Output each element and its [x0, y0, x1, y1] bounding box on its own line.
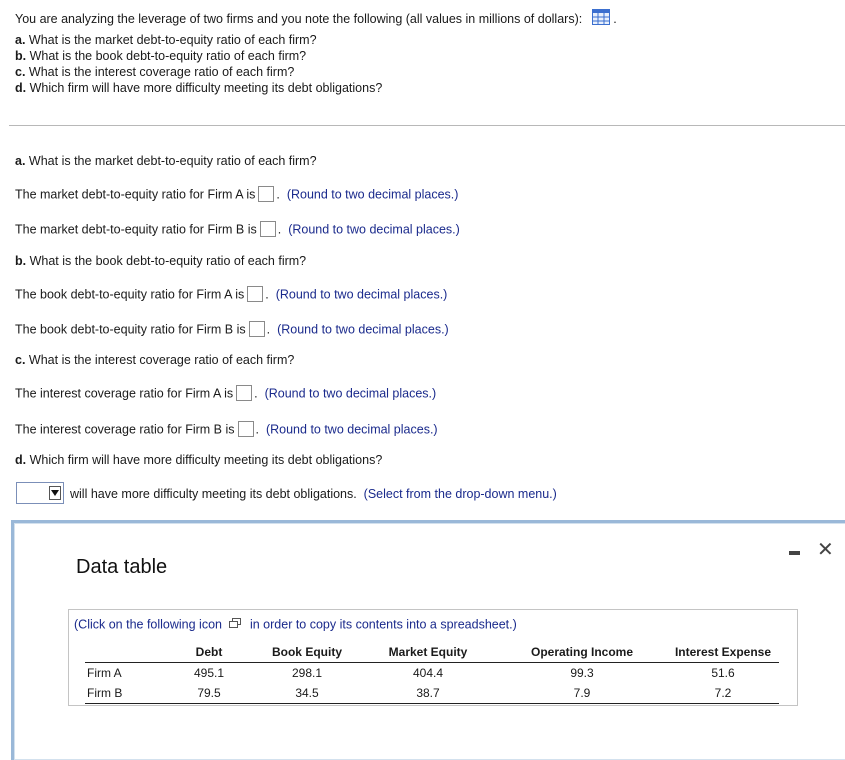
header-interest-expense: Interest Expense: [667, 642, 779, 663]
intro-end: .: [613, 11, 617, 26]
part-b-firm-b-row: The book debt-to-equity ratio for Firm B is . (Round to two decimal places.): [15, 322, 449, 337]
panel-title: Data table: [76, 556, 168, 578]
firm-select-dropdown[interactable]: [16, 482, 64, 504]
header-operating-income: Operating Income: [497, 642, 667, 663]
part-c-heading: c. What is the interest coverage ratio of each firm?: [15, 353, 295, 367]
part-d-heading: d. Which firm will have more difficulty meeting its debt obligations?: [15, 453, 383, 467]
data-table-panel: [11, 520, 845, 760]
book-de-firm-a-input[interactable]: [247, 286, 263, 302]
cell-debt: 495.1: [193, 666, 225, 680]
part-a-firm-a-row: The market debt-to-equity ratio for Firm A is . (Round to two decimal places.): [15, 187, 459, 202]
header-market-equity: Market Equity: [359, 642, 497, 663]
part-b-firm-a-row: The book debt-to-equity ratio for Firm A is . (Round to two decimal places.): [15, 287, 448, 302]
part-b-heading: b. What is the book debt-to-equity ratio of each firm?: [15, 254, 307, 268]
intro-text: You are analyzing the leverage of two firms and you note the following (all values in millions of dollars):: [15, 11, 583, 26]
divider: [9, 125, 845, 126]
cell-market-equity: 404.4: [412, 666, 444, 680]
data-table-box: [68, 609, 798, 706]
cell-operating-income: 7.9: [497, 683, 667, 704]
market-de-firm-b-input[interactable]: [260, 221, 276, 237]
cell-book-equity: 298.1: [291, 666, 323, 680]
question-a: a. What is the market debt-to-equity ratio of each firm?: [15, 33, 317, 47]
cell-debt: 79.5: [163, 683, 255, 704]
cell-market-equity: 38.7: [359, 683, 497, 704]
interest-coverage-firm-b-input[interactable]: [238, 421, 254, 437]
copy-instruction: (Click on the following icon in order to copy its contents into a spreadsheet.): [74, 617, 517, 632]
close-icon[interactable]: ✕: [817, 539, 834, 561]
market-de-firm-a-input[interactable]: [258, 186, 274, 202]
book-de-firm-b-input[interactable]: [249, 321, 265, 337]
question-d: d. Which firm will have more difficulty meeting its debt obligations?: [15, 81, 383, 95]
question-c: c. What is the interest coverage ratio of each firm?: [15, 65, 295, 79]
header-book-equity: Book Equity: [255, 642, 359, 663]
minimize-icon[interactable]: [789, 551, 800, 555]
dropdown-arrow-icon[interactable]: [49, 486, 61, 500]
cell-book-equity: 34.5: [255, 683, 359, 704]
part-a-firm-b-row: The market debt-to-equity ratio for Firm B is . (Round to two decimal places.): [15, 222, 460, 237]
part-c-firm-a-row: The interest coverage ratio for Firm A is . (Round to two decimal places.): [15, 386, 437, 401]
cell-operating-income: 99.3: [570, 666, 594, 680]
cell-interest-expense: 51.6: [711, 666, 735, 680]
part-d-answer-row: will have more difficulty meeting its debt obligations. (Select from the drop-down menu.): [70, 487, 557, 501]
row-label: Firm A: [87, 666, 122, 680]
interest-coverage-firm-a-input[interactable]: [236, 385, 252, 401]
part-c-firm-b-row: The interest coverage ratio for Firm B is . (Round to two decimal places.): [15, 422, 438, 437]
table-row: [85, 683, 779, 704]
table-header-row: [85, 642, 779, 663]
cell-interest-expense: 7.2: [667, 683, 779, 704]
header-blank: [85, 642, 163, 663]
table-row: [85, 663, 779, 684]
header-debt: Debt: [163, 642, 255, 663]
table-grid-icon[interactable]: [592, 9, 610, 28]
data-table: [85, 642, 779, 704]
row-label: Firm B: [85, 683, 163, 704]
intro-line: [15, 10, 617, 29]
question-b: b. What is the book debt-to-equity ratio of each firm?: [15, 49, 307, 63]
copy-spreadsheet-icon[interactable]: [229, 617, 241, 631]
part-a-heading: a. What is the market debt-to-equity ratio of each firm?: [15, 154, 317, 168]
